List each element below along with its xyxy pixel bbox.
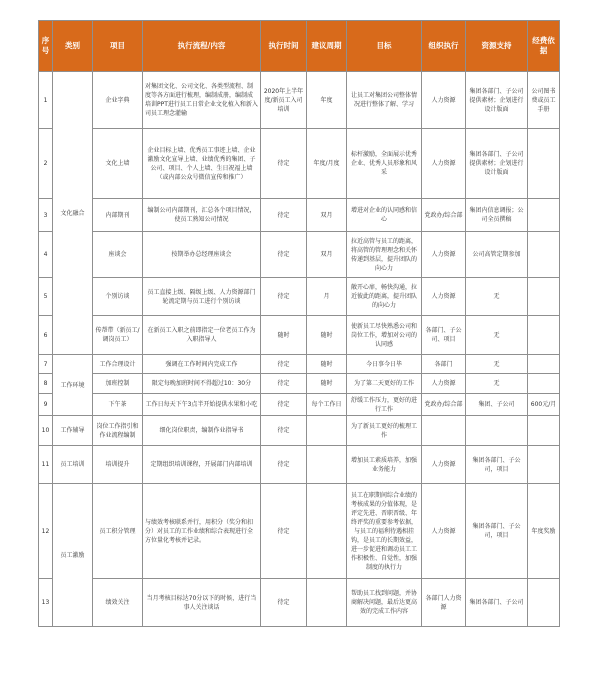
row-item: 内部期刊 [93, 199, 143, 232]
row-support: 集团内信息调报；公司全员撰稿 [466, 199, 528, 232]
row-goal: 敞开心扉，畅快沟通，拉近彼此的距离，提升团队的向心力 [347, 278, 422, 316]
row-budget [528, 278, 560, 316]
row-time: 待定 [261, 355, 307, 374]
row-cycle: 双月 [307, 199, 347, 232]
row-no: 9 [39, 394, 53, 416]
table-row [39, 72, 560, 129]
row-goal: 为了新员工更好的梳理工作 [347, 416, 422, 446]
row-budget [528, 374, 560, 394]
row-support: 集团各部门、子公司，项目 [466, 446, 528, 484]
row-no: 4 [39, 232, 53, 278]
row-budget [528, 355, 560, 374]
row-no: 8 [39, 374, 53, 394]
row-item: 个别访谈 [93, 278, 143, 316]
row-time: 待定 [261, 278, 307, 316]
row-item: 绩效关注 [93, 579, 143, 627]
row-no: 2 [39, 129, 53, 199]
row-no: 6 [39, 316, 53, 355]
category-incentive: 员工激励 [53, 484, 93, 627]
row-time: 待定 [261, 129, 307, 199]
row-goal: 增加员工素质培养，加强业务能力 [347, 446, 422, 484]
row-cycle [307, 446, 347, 484]
row-no: 5 [39, 278, 53, 316]
header-row [39, 21, 560, 72]
row-no: 10 [39, 416, 53, 446]
table-row [39, 446, 560, 484]
row-goal: 今日事今日毕 [347, 355, 422, 374]
row-org [422, 416, 466, 446]
row-cycle: 月 [307, 278, 347, 316]
row-no: 13 [39, 579, 53, 627]
table-row [39, 129, 560, 199]
row-cycle: 随时 [307, 374, 347, 394]
row-time: 待定 [261, 579, 307, 627]
row-item: 加班控制 [93, 374, 143, 394]
header-item: 项目 [93, 21, 143, 72]
row-goal: 员工在职期间综合业绩的考核成果的分值体现，是评定先进、晋职晋级、年终评奖的重要参考依据，与员工的福利待遇相挂钩，是员工的长期效益，进一步促进和调动员工工作积极性、自觉性，加强制度的执行力 [347, 484, 422, 579]
row-cycle: 每个工作日 [307, 394, 347, 416]
row-org: 人力资源 [422, 232, 466, 278]
row-org: 各部门、子公司、项目 [422, 316, 466, 355]
header-process: 执行流程/内容 [143, 21, 261, 72]
row-item: 企业字典 [93, 72, 143, 129]
row-support: 集团各部门、子公司提供素材；企划进行设计版面 [466, 72, 528, 129]
row-support: 无 [466, 374, 528, 394]
row-process: 强调在工作时间内完成工作 [143, 355, 261, 374]
row-goal: 使新员工尽快熟悉公司和岗位工作，增加对公司的认同感 [347, 316, 422, 355]
table-row [39, 416, 560, 446]
row-support: 集团各部门、子公司 [466, 579, 528, 627]
category-guidance: 工作辅导 [53, 416, 93, 446]
row-item: 工作合理设计 [93, 355, 143, 374]
table-row [39, 232, 560, 278]
row-org: 各部门人力资源 [422, 579, 466, 627]
row-budget [528, 232, 560, 278]
row-process: 企业目标上墙、优秀员工事迹上墙、企业激励文化宣导上墙、业绩优秀的集团、子公司、项目、个人上墙、生日祝福上墙（或内部公众号微信宣传和推广） [143, 129, 261, 199]
row-no: 7 [39, 355, 53, 374]
row-time: 2020年上半年度/新员工入司培训 [261, 72, 307, 129]
row-process: 限定每晚加班时间不得超过10：30分 [143, 374, 261, 394]
row-cycle [307, 484, 347, 579]
row-process: 按期举办总经理座谈会 [143, 232, 261, 278]
row-item: 员工积分管理 [93, 484, 143, 579]
row-goal: 舒缓工作压力，更好的进行工作 [347, 394, 422, 416]
row-goal: 帮助员工找到问题，并协商解决问题，最后达更高效的完成工作内容 [347, 579, 422, 627]
header-goal: 目标 [347, 21, 422, 72]
row-cycle: 年度/月度 [307, 129, 347, 199]
row-budget [528, 129, 560, 199]
row-process: 编制公司内部期刊，汇总各个项目情况，使员工熟知公司情况 [143, 199, 261, 232]
row-time: 待定 [261, 394, 307, 416]
row-support: 无 [466, 355, 528, 374]
row-goal: 让员工对集团公司整体情况进行整体了解、学习 [347, 72, 422, 129]
row-no: 12 [39, 484, 53, 579]
row-org: 党政办/综合部 [422, 199, 466, 232]
row-org: 人力资源 [422, 374, 466, 394]
row-process: 细化岗位职责，编制作业指导书 [143, 416, 261, 446]
row-time: 待定 [261, 484, 307, 579]
row-support: 无 [466, 316, 528, 355]
header-budget: 经费依据 [528, 21, 560, 72]
row-org: 人力资源 [422, 446, 466, 484]
row-cycle [307, 416, 347, 446]
row-process: 员工直接上级、隔级上级、人力资源部门轮流定期与员工进行个别访谈 [143, 278, 261, 316]
row-budget [528, 579, 560, 627]
row-budget: 公司图书费或员工手册 [528, 72, 560, 129]
row-time: 待定 [261, 199, 307, 232]
row-budget [528, 416, 560, 446]
row-cycle: 随时 [307, 355, 347, 374]
header-support: 资源支持 [466, 21, 528, 72]
row-org: 人力资源 [422, 72, 466, 129]
row-budget [528, 446, 560, 484]
activity-plan-table [38, 20, 560, 627]
category-culture: 文化融合 [53, 72, 93, 355]
category-training: 员工培训 [53, 446, 93, 484]
row-org: 各部门 [422, 355, 466, 374]
row-no: 1 [39, 72, 53, 129]
table-row [39, 374, 560, 394]
row-process: 在新员工入职之前即指定一位老员工作为入职指导人 [143, 316, 261, 355]
row-cycle: 随时 [307, 316, 347, 355]
row-process: 定期组织培训课程，开展部门内部培训 [143, 446, 261, 484]
row-item: 文化上墙 [93, 129, 143, 199]
table-row [39, 579, 560, 627]
row-goal: 拉近高管与员工的距离，将高管的管理理念和关怀传递到基层，提升团队的向心力 [347, 232, 422, 278]
category-environment: 工作环境 [53, 355, 93, 416]
row-time: 待定 [261, 232, 307, 278]
header-no: 序号 [39, 21, 53, 72]
row-support: 公司高管定期参加 [466, 232, 528, 278]
row-goal: 增进对企业的认同感和信心 [347, 199, 422, 232]
table-row [39, 484, 560, 579]
header-category: 类别 [53, 21, 93, 72]
row-process: 当月考核目标达70分以下的时候，进行当事人关注谈话 [143, 579, 261, 627]
row-support: 无 [466, 278, 528, 316]
header-org: 组织执行 [422, 21, 466, 72]
row-org: 人力资源 [422, 129, 466, 199]
row-item: 传帮带（新员工/调岗员工） [93, 316, 143, 355]
row-no: 3 [39, 199, 53, 232]
table-row [39, 355, 560, 374]
table-row [39, 199, 560, 232]
row-support: 集团、子公司 [466, 394, 528, 416]
row-no: 11 [39, 446, 53, 484]
row-org: 人力资源 [422, 484, 466, 579]
row-budget: 年度奖励 [528, 484, 560, 579]
row-org: 党政办/综合部 [422, 394, 466, 416]
header-cycle: 建议周期 [307, 21, 347, 72]
table-row [39, 394, 560, 416]
header-time: 执行时间 [261, 21, 307, 72]
row-org: 人力资源 [422, 278, 466, 316]
row-process: 对集团文化、公司文化、各类型流程、制度等各方面进行梳理，编制成册，编制成培训PPT进行员工日常企业文化植入和新入司员工理念灌输 [143, 72, 261, 129]
row-support [466, 416, 528, 446]
row-time: 待定 [261, 416, 307, 446]
row-time: 待定 [261, 374, 307, 394]
table-row [39, 316, 560, 355]
row-budget [528, 316, 560, 355]
row-support: 集团各部门、子公司，项目 [466, 484, 528, 579]
row-cycle: 年度 [307, 72, 347, 129]
row-process: 与绩效考核联系并行，用积分（奖分和扣分）对员工的工作业绩和综合表现进行全方位量化考核并记录。 [143, 484, 261, 579]
row-budget [528, 199, 560, 232]
row-time: 待定 [261, 446, 307, 484]
row-cycle: 双月 [307, 232, 347, 278]
row-item: 座谈会 [93, 232, 143, 278]
row-goal: 为了第二天更好的工作 [347, 374, 422, 394]
row-item: 岗位工作指引和作业流程编制 [93, 416, 143, 446]
table-row [39, 278, 560, 316]
row-time: 随时 [261, 316, 307, 355]
row-cycle [307, 579, 347, 627]
row-item: 下午茶 [93, 394, 143, 416]
row-budget: 600元/月 [528, 394, 560, 416]
row-item: 培训提升 [93, 446, 143, 484]
row-process: 工作日每天下午3点半开始提供水果和小吃 [143, 394, 261, 416]
row-support: 集团各部门、子公司提供素材；企划进行设计版面 [466, 129, 528, 199]
row-goal: 标杆激励，全面展示优秀企业、优秀人员形象和风采 [347, 129, 422, 199]
